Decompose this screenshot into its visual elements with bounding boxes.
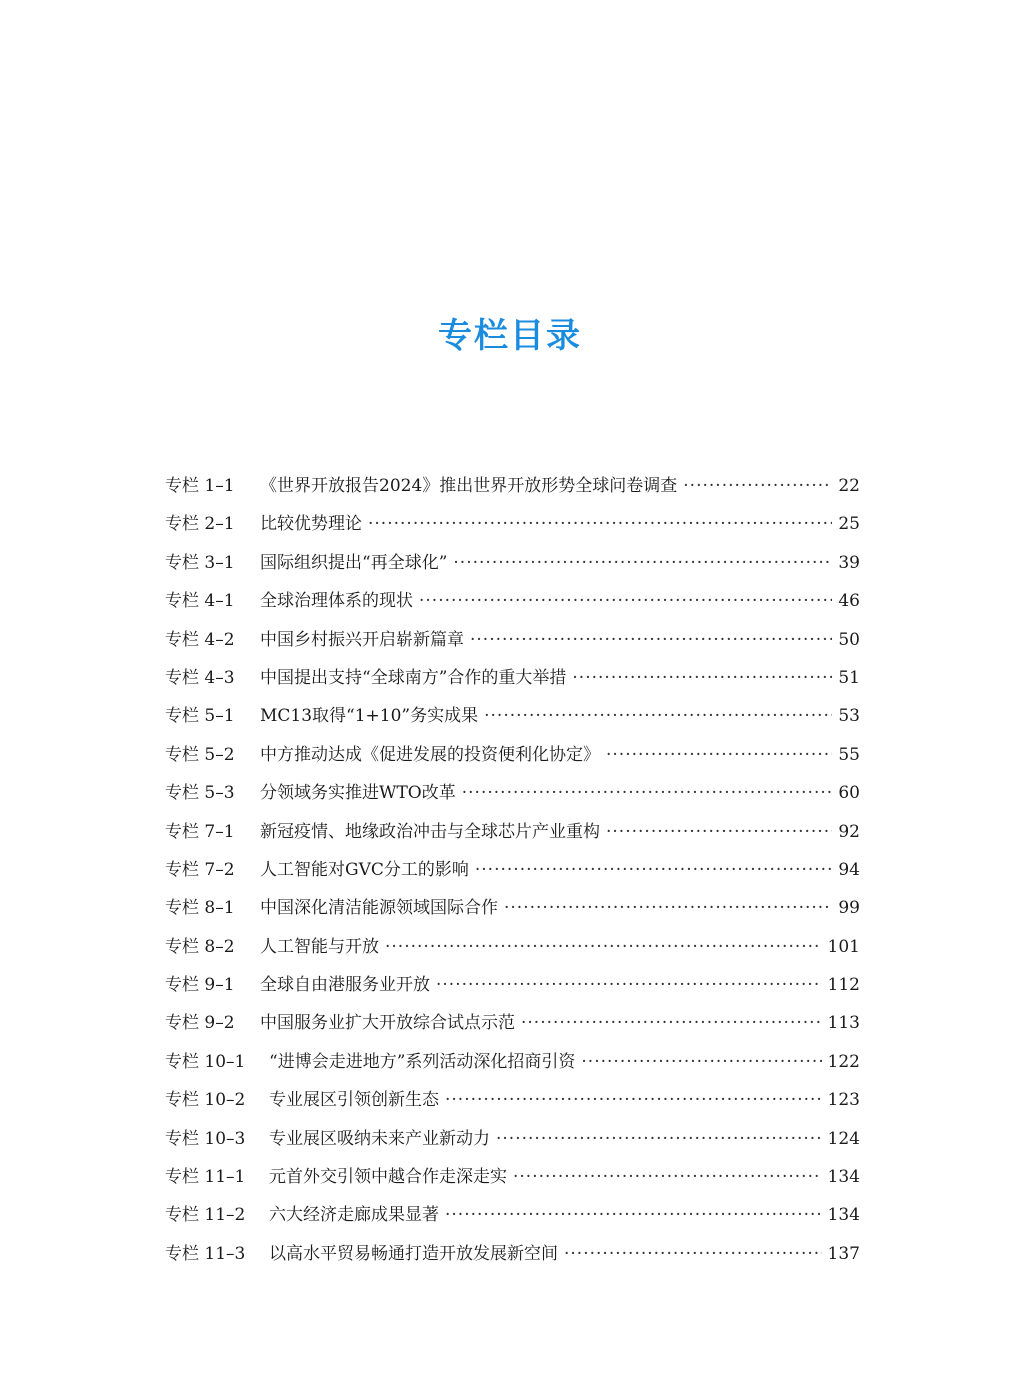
dot-leader (606, 745, 832, 765)
toc-entry-title: 专业展区吸纳未来产业新动力 (269, 1128, 490, 1149)
toc-entry-label: 专栏 3–1 (165, 552, 235, 573)
toc-entry-page: 113 (827, 1013, 860, 1034)
dot-leader (581, 1052, 821, 1072)
toc-entry[interactable] (165, 663, 860, 701)
dot-leader (470, 630, 832, 650)
toc-list (165, 471, 860, 1277)
toc-entry[interactable] (165, 817, 860, 855)
toc-entry-label: 专栏 8–1 (165, 898, 235, 919)
toc-entry[interactable] (165, 1085, 860, 1123)
toc-entry-title: 以高水平贸易畅通打造开放发展新空间 (269, 1243, 558, 1264)
toc-entry-title: 中方推动达成《促进发展的投资便利化协定》 (260, 744, 600, 765)
page-title: 专栏目录 (438, 316, 582, 356)
toc-entry-label: 专栏 5–1 (165, 706, 235, 727)
toc-entry-page: 50 (838, 629, 860, 650)
toc-entry[interactable] (165, 778, 860, 816)
dot-leader (564, 1244, 822, 1264)
toc-entry-title: 新冠疫情、地缘政治冲击与全球芯片产业重构 (260, 821, 600, 842)
toc-entry-label: 专栏 10–2 (165, 1090, 246, 1111)
toc-entry-page: 101 (827, 936, 860, 957)
toc-entry[interactable] (165, 932, 860, 970)
dot-leader (368, 514, 832, 534)
toc-entry-page: 134 (827, 1167, 860, 1188)
toc-entry-label: 专栏 2–1 (165, 514, 235, 535)
toc-entry[interactable] (165, 509, 860, 547)
toc-entry[interactable] (165, 548, 860, 586)
toc-entry[interactable] (165, 1200, 860, 1238)
toc-entry-page: 92 (838, 821, 860, 842)
dot-leader (572, 668, 832, 688)
dot-leader (496, 1129, 822, 1149)
toc-entry[interactable] (165, 1124, 860, 1162)
toc-entry[interactable] (165, 1162, 860, 1200)
toc-entry-title: 人工智能对GVC分工的影响 (260, 859, 469, 880)
toc-entry[interactable] (165, 625, 860, 663)
toc-entry-title: 中国提出支持“全球南方”合作的重大举措 (260, 667, 567, 688)
toc-entry-page: 53 (838, 706, 860, 727)
dot-leader (683, 476, 832, 496)
toc-entry-title: 中国乡村振兴开启崭新篇章 (260, 629, 464, 650)
toc-entry-label: 专栏 4–1 (165, 591, 235, 612)
dot-leader (445, 1205, 822, 1225)
dot-leader (504, 898, 832, 918)
toc-entry-label: 专栏 9–1 (165, 975, 235, 996)
toc-entry-title: 全球治理体系的现状 (260, 591, 413, 612)
toc-entry-title: 中国服务业扩大开放综合试点示范 (260, 1013, 515, 1034)
dot-leader (385, 937, 822, 957)
toc-entry[interactable] (165, 586, 860, 624)
toc-entry-page: 112 (827, 975, 860, 996)
toc-entry-page: 122 (827, 1051, 860, 1072)
dot-leader (445, 1090, 822, 1110)
toc-entry-title: 六大经济走廊成果显著 (269, 1205, 439, 1226)
toc-entry-label: 专栏 5–2 (165, 744, 235, 765)
toc-entry[interactable] (165, 1008, 860, 1046)
toc-entry-page: 137 (827, 1243, 860, 1264)
toc-entry-label: 专栏 9–2 (165, 1013, 235, 1034)
toc-entry-label: 专栏 5–3 (165, 783, 235, 804)
toc-entry-page: 25 (838, 514, 860, 535)
dot-leader (513, 1167, 822, 1187)
dot-leader (521, 1013, 822, 1033)
toc-entry-label: 专栏 4–2 (165, 629, 235, 650)
toc-entry-label: 专栏 11–3 (165, 1243, 246, 1264)
toc-entry[interactable] (165, 701, 860, 739)
toc-entry-page: 60 (838, 783, 860, 804)
toc-entry-title: 比较优势理论 (260, 514, 362, 535)
toc-entry-page: 123 (827, 1090, 860, 1111)
toc-entry-label: 专栏 11–1 (165, 1167, 246, 1188)
toc-entry-label: 专栏 4–3 (165, 667, 235, 688)
toc-entry[interactable] (165, 471, 860, 509)
toc-entry-title: 元首外交引领中越合作走深走实 (269, 1167, 507, 1188)
toc-entry[interactable] (165, 855, 860, 893)
dot-leader (453, 553, 832, 573)
toc-entry-page: 22 (838, 476, 860, 496)
toc-entry[interactable] (165, 970, 860, 1008)
dot-leader (475, 860, 832, 880)
toc-entry-title: 全球自由港服务业开放 (260, 975, 430, 996)
dot-leader (419, 591, 832, 611)
toc-entry-title: 人工智能与开放 (260, 936, 379, 957)
toc-entry-page: 99 (838, 898, 860, 919)
dot-leader (462, 783, 832, 803)
toc-entry-label: 专栏 8–2 (165, 936, 235, 957)
toc-entry-page: 134 (827, 1205, 860, 1226)
toc-entry-page: 94 (838, 859, 860, 880)
toc-entry-label: 专栏 11–2 (165, 1205, 246, 1226)
toc-entry-label: 专栏 10–1 (165, 1051, 246, 1072)
toc-entry-page: 39 (838, 552, 860, 573)
toc-entry-title: 专业展区引领创新生态 (269, 1090, 439, 1111)
toc-entry-page: 55 (838, 744, 860, 765)
toc-entry-label: 专栏 7–1 (165, 821, 235, 842)
toc-entry-page: 51 (838, 667, 860, 688)
toc-entry[interactable] (165, 1047, 860, 1085)
toc-entry[interactable] (165, 893, 860, 931)
toc-entry[interactable] (165, 1239, 860, 1277)
toc-entry-title: “进博会走进地方”系列活动深化招商引资 (269, 1051, 576, 1072)
toc-entry-title: 中国深化清洁能源领域国际合作 (260, 898, 498, 919)
toc-entry-page: 46 (838, 591, 860, 612)
dot-leader (436, 975, 822, 995)
toc-entry[interactable] (165, 740, 860, 778)
toc-entry-label: 专栏 7–2 (165, 859, 235, 880)
dot-leader (484, 706, 832, 726)
toc-entry-label: 专栏 10–3 (165, 1128, 246, 1149)
toc-entry-title: 国际组织提出“再全球化” (260, 552, 448, 573)
toc-entry-title: 分领域务实推进WTO改革 (260, 783, 456, 804)
toc-entry-label: 专栏 1–1 (165, 476, 235, 496)
toc-entry-title: 《世界开放报告2024》推出世界开放形势全球问卷调查 (260, 476, 678, 496)
toc-entry-page: 124 (827, 1128, 860, 1149)
dot-leader (606, 822, 832, 842)
toc-entry-title: MC13取得“1+10”务实成果 (260, 706, 479, 727)
